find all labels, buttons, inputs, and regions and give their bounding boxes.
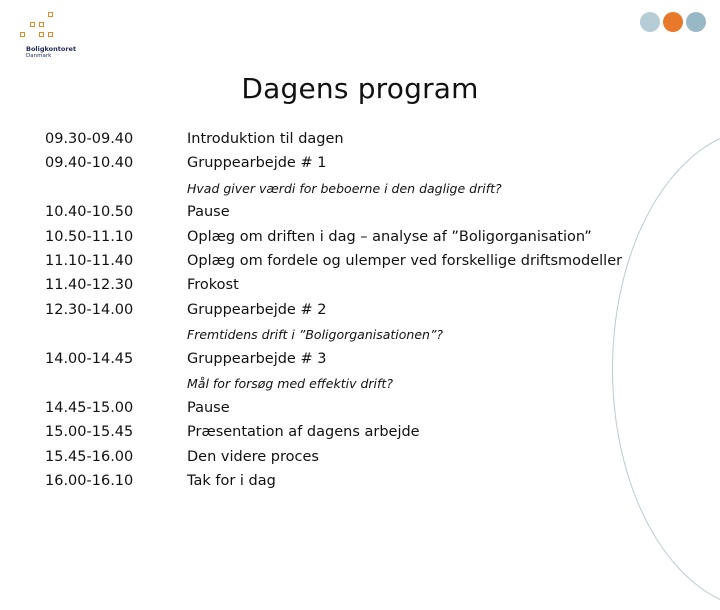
- schedule-time: 14.45-15.00: [45, 400, 134, 416]
- logo-square: [48, 32, 53, 37]
- schedule-item: Oplæg om driften i dag – analyse af ”Boligorganisation”: [187, 229, 592, 245]
- decorative-arc: [612, 128, 720, 610]
- schedule-item: Gruppearbejde # 1: [187, 155, 327, 171]
- schedule-time: 12.30-14.00: [45, 302, 134, 318]
- schedule-time: 11.40-12.30: [45, 277, 134, 293]
- schedule-item: Oplæg om fordele og ulemper ved forskellige driftsmodeller: [187, 253, 623, 269]
- schedule-time: 09.40-10.40: [45, 155, 134, 171]
- schedule-item: Introduktion til dagen: [187, 131, 344, 147]
- schedule-item: Gruppearbejde # 2: [187, 302, 327, 318]
- schedule-time: 10.40-10.50: [45, 204, 134, 220]
- schedule-item: Pause: [187, 204, 230, 220]
- schedule-time: 11.10-11.40: [45, 253, 134, 269]
- schedule-time: 10.50-11.10: [45, 229, 134, 245]
- schedule-item: Tak for i dag: [187, 473, 276, 489]
- page-title: Dagens program: [241, 72, 479, 105]
- schedule-item: Pause: [187, 400, 230, 416]
- logo: [18, 12, 98, 64]
- schedule-item: Præsentation af dagens arbejde: [187, 424, 420, 440]
- schedule-note: Fremtidens drift i ”Boligorganisationen”?: [187, 327, 444, 342]
- decorative-dot: [686, 12, 706, 32]
- schedule-time: 09.30-09.40: [45, 131, 134, 147]
- schedule-note: Hvad giver værdi for beboerne i den daglige drift?: [187, 181, 502, 196]
- schedule-time: 15.00-15.45: [45, 424, 134, 440]
- logo-square: [48, 12, 53, 17]
- schedule-time: 15.45-16.00: [45, 449, 134, 465]
- decorative-dot: [663, 12, 683, 32]
- schedule-time: 16.00-16.10: [45, 473, 134, 489]
- schedule-item: Frokost: [187, 277, 239, 293]
- logo-square: [39, 22, 44, 27]
- schedule-item: Den videre proces: [187, 449, 319, 465]
- schedule-item: Gruppearbejde # 3: [187, 351, 327, 367]
- logo-square: [39, 32, 44, 37]
- logo-subtext: Danmark: [26, 53, 52, 59]
- schedule-time: 14.00-14.45: [45, 351, 134, 367]
- decorative-dot: [640, 12, 660, 32]
- logo-square: [20, 32, 25, 37]
- schedule-note: Mål for forsøg med effektiv drift?: [187, 376, 393, 391]
- logo-text: Boligkontoret: [26, 45, 77, 53]
- logo-square: [30, 22, 35, 27]
